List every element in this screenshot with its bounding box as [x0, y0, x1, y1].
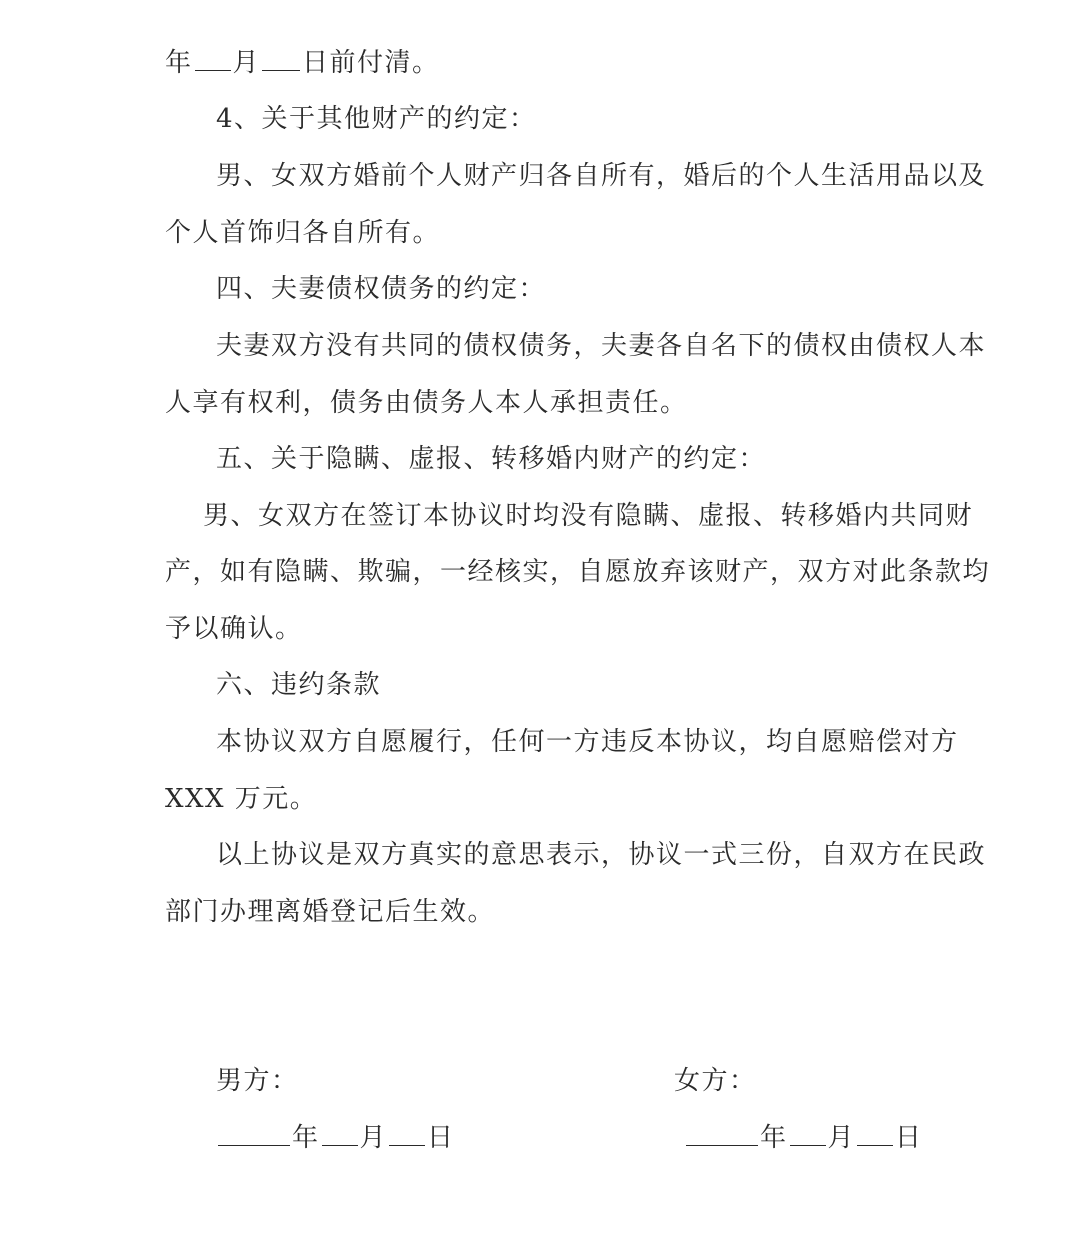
section-4-body-line-2: 个人首饰归各自所有。: [165, 218, 441, 248]
section-liu-body-line-2: XXX 万元。: [165, 784, 318, 814]
payment-date-line: [165, 46, 440, 80]
female-signature-date: [684, 1121, 923, 1155]
male-day-label: 日: [427, 1123, 455, 1153]
female-year-label: 年: [760, 1123, 788, 1153]
section-wu-body-line-2: 产，如有隐瞒、欺骗，一经核实，自愿放弃该财产，双方对此条款均: [165, 557, 991, 587]
section-4-body-line-1: 男、女双方婚前个人财产归各自所有，婚后的个人生活用品以及: [216, 161, 987, 191]
female-day-label: 日: [895, 1123, 923, 1153]
male-year-blank: [218, 1123, 290, 1146]
male-signature-date: [216, 1121, 455, 1155]
female-signature-label: 女方：: [674, 1066, 757, 1096]
section-liu-body-line-1: 本协议双方自愿履行，任何一方违反本协议，均自愿赔偿对方: [216, 727, 959, 757]
male-month-blank: [322, 1123, 358, 1146]
female-year-blank: [686, 1123, 758, 1146]
section-si-body-line-1: 夫妻双方没有共同的债权债务，夫妻各自名下的债权由债权人本: [216, 331, 987, 361]
female-day-blank: [857, 1123, 893, 1146]
section-4-title: 4、关于其他财产的约定：: [216, 104, 537, 134]
closing-line-1: 以上协议是双方真实的意思表示，协议一式三份，自双方在民政: [216, 840, 987, 870]
closing-line-2: 部门办理离婚登记后生效。: [165, 897, 496, 927]
year-label: 年: [165, 48, 193, 78]
male-signature-label: 男方：: [216, 1066, 299, 1096]
female-month-blank: [790, 1123, 826, 1146]
section-si-title: 四、夫妻债权债务的约定：: [216, 274, 547, 304]
section-wu-body-line-3: 予以确认。: [165, 614, 303, 644]
female-month-label: 月: [827, 1123, 856, 1153]
male-month-label: 月: [359, 1123, 388, 1153]
male-day-blank: [389, 1123, 425, 1146]
month-label: 月: [232, 48, 261, 78]
day-blank: [262, 48, 300, 71]
male-year-label: 年: [292, 1123, 320, 1153]
section-si-body-line-2: 人享有权利，债务由债务人本人承担责任。: [165, 388, 688, 418]
section-wu-body-line-1: 男、女双方在签订本协议时均没有隐瞒、虚报、转移婚内共同财: [203, 501, 974, 531]
day-suffix-label: 日前付清。: [302, 48, 440, 78]
month-blank: [195, 48, 231, 71]
section-wu-title: 五、关于隐瞒、虚报、转移婚内财产的约定：: [216, 444, 767, 474]
section-liu-title: 六、违约条款: [216, 670, 382, 700]
